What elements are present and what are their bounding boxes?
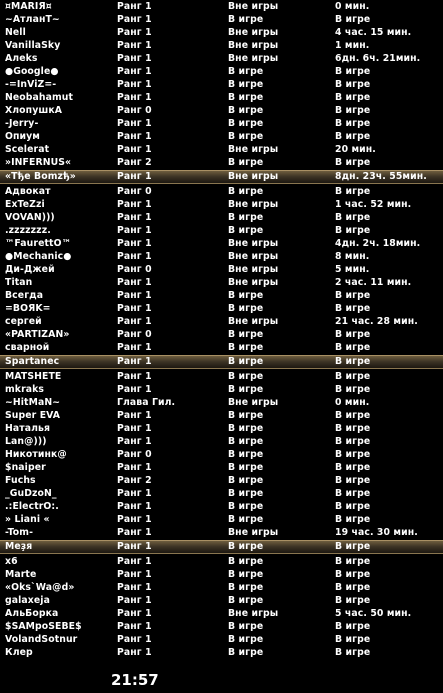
member-rank: Ранг 1	[117, 647, 152, 658]
member-status: В игре	[228, 475, 264, 486]
member-rank: Ранг 1	[117, 27, 152, 38]
member-row[interactable]	[0, 39, 443, 52]
member-rank: Ранг 1	[117, 384, 152, 395]
member-status: Вне игры	[228, 199, 279, 210]
member-name: Алeks	[5, 53, 38, 64]
member-row[interactable]	[0, 568, 443, 581]
member-last-seen: В игре	[335, 423, 371, 434]
member-rank: Ранг 1	[117, 488, 152, 499]
member-name: -Tom-	[5, 527, 34, 538]
member-name: galaxeja	[5, 595, 50, 606]
member-row[interactable]	[0, 302, 443, 315]
member-last-seen: В игре	[335, 410, 371, 421]
member-last-seen: В игре	[335, 501, 371, 512]
member-last-seen: В игре	[335, 105, 371, 116]
member-last-seen: 1 час. 52 мин.	[335, 199, 412, 210]
member-rank: Глава Гил.	[117, 397, 176, 408]
member-name: Клер	[5, 647, 33, 658]
member-last-seen: 8 мин.	[335, 251, 370, 262]
member-name: ExTeZzi	[5, 199, 45, 210]
member-name: -Jerry-	[5, 118, 39, 129]
member-row[interactable]	[0, 156, 443, 169]
member-row[interactable]	[0, 513, 443, 526]
member-status: Вне игры	[228, 277, 279, 288]
member-status: В игре	[228, 449, 264, 460]
member-row[interactable]	[0, 461, 443, 474]
member-status: В игре	[228, 595, 264, 606]
member-row[interactable]	[0, 526, 443, 539]
member-last-seen: В игре	[335, 541, 371, 552]
member-rank: Ранг 1	[117, 40, 152, 51]
member-last-seen: В игре	[335, 488, 371, 499]
member-last-seen: В игре	[335, 621, 371, 632]
member-rank: Ранг 1	[117, 462, 152, 473]
member-last-seen: В игре	[335, 384, 371, 395]
member-name: «Tђe Bomzђ»	[5, 171, 76, 182]
member-name: $naiper	[5, 462, 46, 473]
member-row[interactable]	[0, 594, 443, 607]
member-last-seen: 1 мин.	[335, 40, 370, 51]
member-last-seen: В игре	[335, 582, 371, 593]
member-row[interactable]	[0, 117, 443, 130]
member-last-seen: 4 час. 15 мин.	[335, 27, 412, 38]
member-status: В игре	[228, 290, 264, 301]
member-rank: Ранг 1	[117, 277, 152, 288]
member-last-seen: В игре	[335, 371, 371, 382]
member-name: Nell	[5, 27, 26, 38]
member-name: .zzzzzzz.	[5, 225, 51, 236]
member-status: В игре	[228, 79, 264, 90]
member-name: MATSHETE	[5, 371, 62, 382]
member-last-seen: 6дн. 6ч. 21мин.	[335, 53, 421, 64]
member-name: Меҙя	[5, 541, 33, 552]
member-rank: Ранг 1	[117, 410, 152, 421]
member-rank: Ранг 1	[117, 53, 152, 64]
member-last-seen: 21 час. 28 мин.	[335, 316, 418, 327]
member-row[interactable]	[0, 607, 443, 620]
member-row-highlighted[interactable]	[0, 540, 443, 554]
member-row[interactable]	[0, 143, 443, 156]
member-name: Scelerat	[5, 144, 50, 155]
member-status: В игре	[228, 342, 264, 353]
member-row[interactable]	[0, 211, 443, 224]
member-status: Вне игры	[228, 397, 279, 408]
member-name: «Oks`Wa@d»	[5, 582, 75, 593]
member-row[interactable]	[0, 315, 443, 328]
member-last-seen: В игре	[335, 634, 371, 645]
member-last-seen: В игре	[335, 92, 371, 103]
member-row[interactable]	[0, 26, 443, 39]
member-name: .:ElectrO:.	[5, 501, 59, 512]
member-name: » Liani «	[5, 514, 50, 525]
member-row[interactable]	[0, 620, 443, 633]
member-row[interactable]	[0, 341, 443, 354]
member-status: В игре	[228, 462, 264, 473]
member-rank: Ранг 0	[117, 329, 152, 340]
member-name: VolandSotnur	[5, 634, 78, 645]
member-rank: Ранг 1	[117, 621, 152, 632]
member-status: В игре	[228, 436, 264, 447]
member-last-seen: В игре	[335, 14, 371, 25]
member-row[interactable]	[0, 263, 443, 276]
member-rank: Ранг 1	[117, 634, 152, 645]
member-status: Вне игры	[228, 527, 279, 538]
member-rank: Ранг 1	[117, 501, 152, 512]
member-rank: Ранг 1	[117, 290, 152, 301]
member-last-seen: В игре	[335, 514, 371, 525]
member-name: Neobahamut	[5, 92, 74, 103]
member-row[interactable]	[0, 276, 443, 289]
member-name: =BOЯK=	[5, 303, 51, 314]
member-last-seen: 4дн. 2ч. 18мин.	[335, 238, 421, 249]
member-row[interactable]	[0, 646, 443, 659]
member-status: В игре	[228, 186, 264, 197]
member-last-seen: В игре	[335, 157, 371, 168]
member-rank: Ранг 1	[117, 14, 152, 25]
member-status: В игре	[228, 66, 264, 77]
member-status: Вне игры	[228, 144, 279, 155]
member-status: В игре	[228, 131, 264, 142]
member-row-highlighted[interactable]	[0, 355, 443, 369]
member-status: В игре	[228, 501, 264, 512]
member-last-seen: В игре	[335, 303, 371, 314]
member-rank: Ранг 1	[117, 303, 152, 314]
member-row[interactable]	[0, 500, 443, 513]
member-name: Lan@)))	[5, 436, 47, 447]
member-row[interactable]	[0, 409, 443, 422]
member-rank: Ранг 1	[117, 608, 152, 619]
member-row[interactable]	[0, 633, 443, 646]
member-last-seen: В игре	[335, 475, 371, 486]
member-name: Marte	[5, 569, 37, 580]
member-status: Вне игры	[228, 264, 279, 275]
member-rank: Ранг 1	[117, 251, 152, 262]
member-status: В игре	[228, 371, 264, 382]
member-row[interactable]	[0, 396, 443, 409]
member-name: »INFERNUS«	[5, 157, 72, 168]
member-rank: Ранг 1	[117, 342, 152, 353]
member-name: Адвокат	[5, 186, 51, 197]
member-row[interactable]	[0, 448, 443, 461]
member-rank: Ранг 1	[117, 423, 152, 434]
member-last-seen: В игре	[335, 569, 371, 580]
member-rank: Ранг 1	[117, 527, 152, 538]
member-last-seen: 0 мин.	[335, 397, 370, 408]
member-last-seen: 5 мин.	[335, 264, 370, 275]
member-name: Super EVA	[5, 410, 61, 421]
member-last-seen: В игре	[335, 131, 371, 142]
member-status: Вне игры	[228, 171, 279, 182]
member-name: ●Google●	[5, 66, 59, 77]
member-name: Опиум	[5, 131, 41, 142]
member-rank: Ранг 0	[117, 186, 152, 197]
member-name: ¤MARIЯ¤	[5, 1, 52, 12]
member-name: ●Mechanic●	[5, 251, 72, 262]
member-row[interactable]	[0, 13, 443, 26]
member-name: Всегда	[5, 290, 44, 301]
member-name: Ди-Джей	[5, 264, 55, 275]
member-rank: Ранг 1	[117, 225, 152, 236]
member-status: В игре	[228, 582, 264, 593]
member-name: $SAMpoSEBE$	[5, 621, 82, 632]
member-rank: Ранг 2	[117, 157, 152, 168]
member-last-seen: В игре	[335, 595, 371, 606]
member-status: В игре	[228, 410, 264, 421]
member-status: В игре	[228, 157, 264, 168]
member-name: АльБорка	[5, 608, 59, 619]
member-row[interactable]	[0, 474, 443, 487]
member-rank: Ранг 1	[117, 316, 152, 327]
member-status: В игре	[228, 303, 264, 314]
member-row[interactable]	[0, 237, 443, 250]
member-rank: Ранг 1	[117, 569, 152, 580]
member-name: сварной	[5, 342, 50, 353]
member-last-seen: В игре	[335, 329, 371, 340]
member-status: В игре	[228, 569, 264, 580]
member-rank: Ранг 1	[117, 199, 152, 210]
member-last-seen: В игре	[335, 449, 371, 460]
member-rank: Ранг 1	[117, 556, 152, 567]
member-name: ~HitMaN~	[5, 397, 61, 408]
member-rank: Ранг 1	[117, 131, 152, 142]
member-row[interactable]	[0, 198, 443, 211]
member-rank: Ранг 0	[117, 105, 152, 116]
member-name: «PARTIZAN»	[5, 329, 70, 340]
member-row[interactable]	[0, 185, 443, 198]
member-row[interactable]	[0, 370, 443, 383]
member-last-seen: В игре	[335, 79, 371, 90]
member-name: VanillaSky	[5, 40, 61, 51]
member-rank: Ранг 1	[117, 595, 152, 606]
member-name: _GuDzoN_	[5, 488, 57, 499]
member-last-seen: В игре	[335, 462, 371, 473]
member-rank: Ранг 1	[117, 171, 152, 182]
member-last-seen: В игре	[335, 225, 371, 236]
member-last-seen: В игре	[335, 342, 371, 353]
member-status: В игре	[228, 556, 264, 567]
member-name: ™FaurettO™	[5, 238, 71, 249]
member-row[interactable]	[0, 487, 443, 500]
member-name: Наталья	[5, 423, 51, 434]
member-rank: Ранг 1	[117, 79, 152, 90]
member-row[interactable]	[0, 52, 443, 65]
member-status: В игре	[228, 634, 264, 645]
member-status: Вне игры	[228, 608, 279, 619]
member-last-seen: В игре	[335, 118, 371, 129]
member-rank: Ранг 0	[117, 449, 152, 460]
member-status: Вне игры	[228, 251, 279, 262]
member-name: Spartanec	[5, 356, 60, 367]
member-status: В игре	[228, 514, 264, 525]
member-status: В игре	[228, 92, 264, 103]
member-last-seen: 5 час. 50 мин.	[335, 608, 412, 619]
member-status: Вне игры	[228, 53, 279, 64]
member-row[interactable]	[0, 250, 443, 263]
member-last-seen: В игре	[335, 66, 371, 77]
member-status: Вне игры	[228, 40, 279, 51]
member-status: В игре	[228, 356, 264, 367]
member-rank: Ранг 1	[117, 118, 152, 129]
member-status: В игре	[228, 329, 264, 340]
member-status: В игре	[228, 647, 264, 658]
member-row-highlighted[interactable]	[0, 170, 443, 184]
member-last-seen: В игре	[335, 186, 371, 197]
member-name: ХлопушкА	[5, 105, 63, 116]
member-name: Fuchs	[5, 475, 36, 486]
member-row[interactable]	[0, 383, 443, 396]
member-row[interactable]	[0, 91, 443, 104]
member-name: mkraks	[5, 384, 45, 395]
member-rank: Ранг 1	[117, 1, 152, 12]
member-row[interactable]	[0, 581, 443, 594]
member-last-seen: 2 час. 11 мин.	[335, 277, 412, 288]
member-status: В игре	[228, 225, 264, 236]
member-status: В игре	[228, 384, 264, 395]
member-status: В игре	[228, 488, 264, 499]
member-name: Никотинк@	[5, 449, 67, 460]
member-row[interactable]	[0, 130, 443, 143]
member-status: В игре	[228, 541, 264, 552]
member-name: x6	[5, 556, 18, 567]
clock: 21:57	[111, 671, 159, 689]
member-status: В игре	[228, 105, 264, 116]
member-status: Вне игры	[228, 1, 279, 12]
member-status: Вне игры	[228, 238, 279, 249]
member-rank: Ранг 1	[117, 66, 152, 77]
member-name: Titan	[5, 277, 33, 288]
member-row[interactable]	[0, 224, 443, 237]
member-last-seen: В игре	[335, 290, 371, 301]
member-name: -=InViZ=-	[5, 79, 57, 90]
member-last-seen: В игре	[335, 647, 371, 658]
member-rank: Ранг 1	[117, 212, 152, 223]
member-name: ~АтланТ~	[5, 14, 60, 25]
member-status: Вне игры	[228, 316, 279, 327]
member-last-seen: 20 мин.	[335, 144, 376, 155]
member-row[interactable]	[0, 104, 443, 117]
status-bar	[0, 668, 443, 693]
member-last-seen: В игре	[335, 556, 371, 567]
member-status: В игре	[228, 423, 264, 434]
member-rank: Ранг 1	[117, 356, 152, 367]
member-status: В игре	[228, 118, 264, 129]
member-last-seen: 8дн. 23ч. 55мин.	[335, 171, 427, 182]
member-rank: Ранг 1	[117, 92, 152, 103]
member-status: В игре	[228, 14, 264, 25]
member-rank: Ранг 1	[117, 541, 152, 552]
member-status: В игре	[228, 212, 264, 223]
member-last-seen: В игре	[335, 356, 371, 367]
member-row[interactable]	[0, 289, 443, 302]
member-rank: Ранг 1	[117, 514, 152, 525]
member-last-seen: 19 час. 30 мин.	[335, 527, 418, 538]
member-status: Вне игры	[228, 27, 279, 38]
member-row[interactable]	[0, 555, 443, 568]
member-name: VOVAN)))	[5, 212, 55, 223]
member-row[interactable]	[0, 422, 443, 435]
member-last-seen: В игре	[335, 436, 371, 447]
member-row[interactable]	[0, 435, 443, 448]
member-rank: Ранг 1	[117, 436, 152, 447]
member-row[interactable]	[0, 328, 443, 341]
member-row[interactable]	[0, 65, 443, 78]
member-rank: Ранг 1	[117, 238, 152, 249]
member-row[interactable]	[0, 78, 443, 91]
member-last-seen: 0 мин.	[335, 1, 370, 12]
member-rank: Ранг 1	[117, 144, 152, 155]
member-rank: Ранг 1	[117, 582, 152, 593]
member-rank: Ранг 2	[117, 475, 152, 486]
member-row[interactable]	[0, 0, 443, 13]
member-status: В игре	[228, 621, 264, 632]
member-rank: Ранг 0	[117, 264, 152, 275]
member-last-seen: В игре	[335, 212, 371, 223]
member-rank: Ранг 1	[117, 371, 152, 382]
member-name: сергей	[5, 316, 42, 327]
